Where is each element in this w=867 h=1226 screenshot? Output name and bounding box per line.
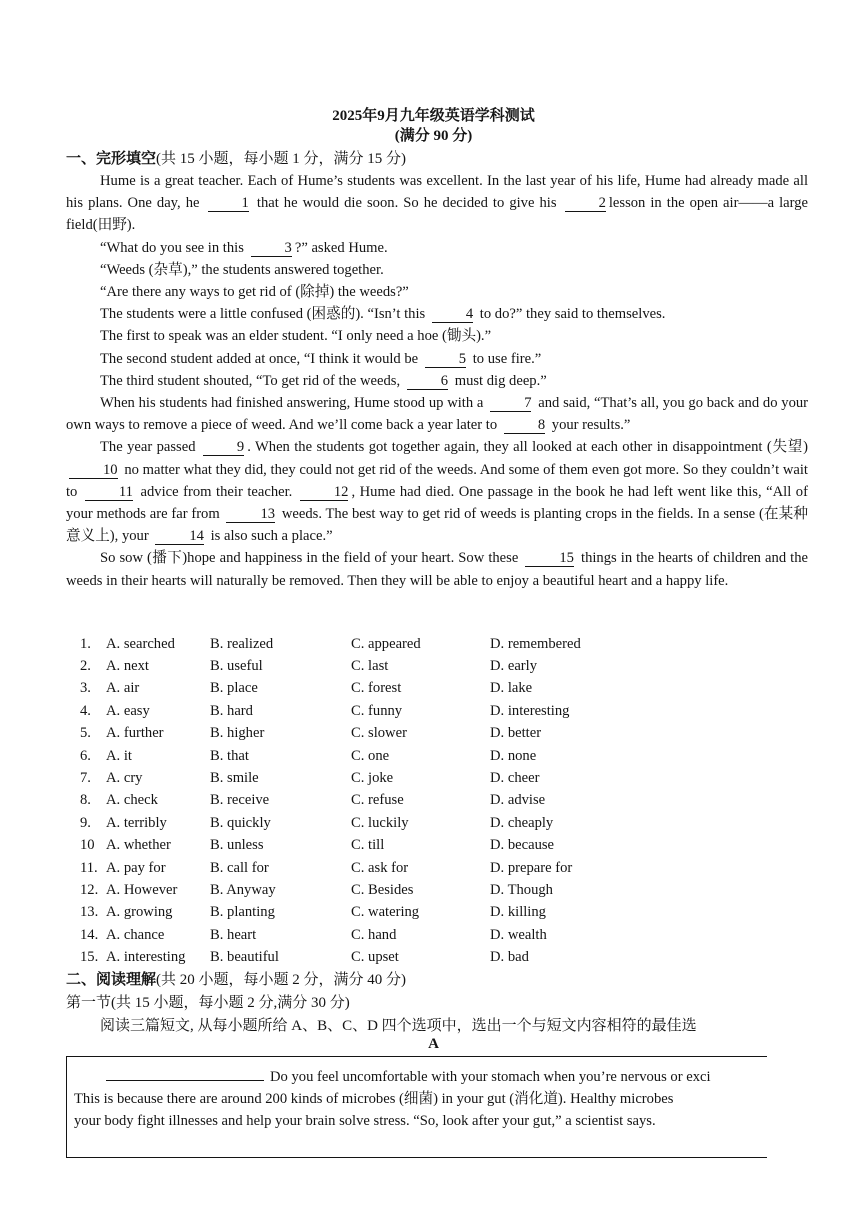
option-row — [80, 723, 700, 745]
passage-paragraph — [66, 303, 808, 325]
blank-6: 6 — [407, 373, 448, 390]
option-b: B. place — [210, 680, 258, 697]
passage-paragraph — [66, 170, 808, 237]
blank-7: 7 — [490, 395, 531, 412]
question-number: 10 — [80, 837, 95, 854]
option-b: B. quickly — [210, 814, 271, 831]
passage-a-label: A — [428, 1036, 439, 1052]
option-b: B. unless — [210, 837, 264, 854]
section-2-note: (共 20 小题，每小题 2 分，满分 40 分) — [156, 972, 407, 988]
option-c: C. appeared — [351, 635, 421, 652]
option-a: A. searched — [106, 635, 175, 652]
section-1-note: (共 15 小题，每小题 1 分，满分 15 分) — [156, 151, 407, 167]
blank-15: 15 — [525, 550, 574, 567]
passage-paragraph — [66, 436, 808, 547]
option-a: A. easy — [106, 702, 150, 719]
exam-title: 2025年9月九年级英语学科测试 — [332, 108, 535, 124]
option-d: D. advise — [490, 792, 546, 809]
option-b: B. planting — [210, 904, 275, 921]
option-a: A. However — [106, 881, 178, 898]
option-d: D. bad — [490, 949, 529, 966]
option-row — [80, 790, 700, 812]
passage-text: is also such a place.” — [210, 528, 333, 545]
cloze-passage — [66, 170, 808, 592]
option-row — [80, 857, 700, 879]
option-b: B. receive — [210, 792, 270, 809]
option-row — [80, 902, 700, 924]
question-number: 2. — [80, 658, 91, 675]
answer-blank-line — [106, 1066, 264, 1081]
passage-a-text — [74, 1066, 769, 1133]
passage-paragraph — [66, 547, 808, 591]
option-b: B. call for — [210, 859, 269, 876]
question-number: 3. — [80, 680, 91, 697]
question-number: 14. — [80, 926, 99, 943]
option-a: A. next — [106, 658, 149, 675]
blank-3: 3 — [251, 240, 292, 257]
passage-text: . When the students got together again, they all looked at each other in disappointment (失望) — [247, 439, 808, 456]
passage-paragraph: “Weeds (杂草),” the students answered together. — [100, 261, 384, 278]
option-d: D. killing — [490, 904, 546, 921]
blank-4: 4 — [432, 306, 473, 323]
passage-paragraph — [66, 237, 808, 259]
option-d: D. remembered — [490, 635, 581, 652]
option-b: B. hard — [210, 702, 253, 719]
option-c: C. funny — [351, 702, 403, 719]
option-d: D. early — [490, 658, 538, 675]
option-b: B. Anyway — [210, 881, 276, 898]
option-row — [80, 700, 700, 722]
option-row — [80, 767, 700, 789]
question-number: 13. — [80, 904, 99, 921]
option-a: A. pay for — [106, 859, 166, 876]
option-row — [80, 633, 700, 655]
option-d: D. none — [490, 747, 537, 764]
option-b: B. heart — [210, 926, 257, 943]
passage-paragraph: The first to speak was an elder student. “I only need a hoe (锄头).” — [100, 328, 492, 345]
option-a: A. chance — [106, 926, 165, 943]
passage-text: your results.” — [551, 417, 631, 434]
option-c: C. till — [351, 837, 385, 854]
passage-text: advice from their teacher. — [140, 483, 293, 500]
question-number: 12. — [80, 881, 99, 898]
passage-text: and said, “That’s all, you go back and do your own ways to remove a piece of weed. And we’ll come back a year later to — [66, 395, 809, 434]
option-c: C. slower — [351, 725, 407, 742]
blank-5: 5 — [425, 351, 466, 368]
option-a: A. check — [106, 792, 158, 809]
question-number: 4. — [80, 702, 91, 719]
blank-1: 1 — [208, 195, 249, 212]
passage-a-line: your body fight illnesses and help your brain solve stress. “So, look after your gut,” a scientist says. — [74, 1113, 656, 1130]
option-d: D. wealth — [490, 926, 547, 943]
option-d: D. lake — [490, 680, 533, 697]
question-number: 9. — [80, 814, 91, 831]
passage-text: lesson in the open air——a large field(田野). — [66, 195, 809, 234]
passage-text: The second student added at once, “I think it would be — [100, 350, 419, 367]
option-c: C. refuse — [351, 792, 404, 809]
option-row — [80, 924, 700, 946]
passage-text: The third student shouted, “To get rid of the weeds, — [100, 372, 401, 389]
option-b: B. higher — [210, 725, 265, 742]
option-c: C. ask for — [351, 859, 409, 876]
passage-text: weeds. The best way to get rid of weeds is planting crops in the fields. In a sense (在某种意义上), your — [66, 506, 808, 545]
section-2-title: 二、阅读理解 — [66, 972, 157, 988]
option-c: C. luckily — [351, 814, 409, 831]
option-c: C. hand — [351, 926, 397, 943]
blank-8: 8 — [504, 417, 545, 434]
passage-a-text-1: Do you feel uncomfortable with your stomach when you’re nervous or exci — [270, 1069, 711, 1085]
question-number: 1. — [80, 635, 91, 652]
option-b: B. that — [210, 747, 249, 764]
passage-text: The students were a little confused (困惑的). “Isn’t this — [100, 306, 426, 323]
passage-text: The year passed — [100, 439, 196, 456]
blank-2: 2 — [565, 195, 606, 212]
exam-subtitle: (满分 90 分) — [394, 128, 473, 144]
passage-text: When his students had finished answering, Hume stood up with a — [100, 395, 484, 412]
option-d: D. because — [490, 837, 555, 854]
section-1-title: 一、完形填空 — [66, 151, 157, 167]
option-row — [80, 812, 700, 834]
passage-paragraph: “Are there any ways to get rid of (除掉) the weeds?” — [100, 284, 409, 301]
question-number: 11. — [80, 859, 98, 876]
blank-9: 9 — [203, 439, 244, 456]
option-a: A. interesting — [106, 949, 186, 966]
passage-paragraph — [66, 348, 808, 370]
question-number: 15. — [80, 949, 99, 966]
option-d: D. cheer — [490, 770, 540, 787]
blank-10: 10 — [69, 462, 118, 479]
option-c: C. joke — [351, 770, 394, 787]
option-row — [80, 745, 700, 767]
blank-12: 12 — [300, 484, 349, 501]
option-d: D. prepare for — [490, 859, 573, 876]
passage-text: to do?” they said to themselves. — [479, 306, 666, 323]
passage-text: to use fire.” — [472, 350, 542, 367]
option-b: B. beautiful — [210, 949, 279, 966]
option-c: C. one — [351, 747, 390, 764]
passage-text: , Hume had died. One passage in the book he had left went like this, “All of your methods are far from — [66, 483, 808, 523]
question-number: 6. — [80, 747, 91, 764]
question-number: 8. — [80, 792, 91, 809]
option-a: A. air — [106, 680, 140, 697]
option-row — [80, 946, 700, 968]
option-row — [80, 678, 700, 700]
section-1-heading — [66, 147, 406, 168]
option-b: B. useful — [210, 658, 263, 675]
blank-11: 11 — [85, 484, 133, 501]
passage-text: that he would die soon. So he decided to give his — [256, 195, 557, 212]
options-list — [80, 633, 700, 969]
question-number: 5. — [80, 725, 91, 742]
passage-text: So sow (播下)hope and happiness in the field of your heart. Sow these — [100, 550, 519, 567]
option-a: A. cry — [106, 770, 143, 787]
passage-text: ?” asked Hume. — [294, 239, 388, 256]
option-c: C. forest — [351, 680, 402, 697]
passage-text: “What do you see in this — [100, 239, 244, 256]
question-number: 7. — [80, 770, 91, 787]
option-c: C. upset — [351, 949, 399, 966]
option-row — [80, 655, 700, 677]
option-a: A. terribly — [106, 814, 167, 831]
option-d: D. cheaply — [490, 814, 554, 831]
passage-text: Hume is a great teacher. Each of Hume’s students was excellent. In the last year of his life, Hume had already made all his plans. One day, he — [66, 173, 808, 212]
passage-paragraph — [66, 370, 808, 392]
option-b: B. realized — [210, 635, 274, 652]
passage-paragraph — [66, 392, 808, 436]
passage-text: no matter what they did, they could not get rid of the weeds. And some of them even got more. So they couldn’t wait to — [66, 461, 808, 500]
option-a: A. it — [106, 747, 132, 764]
section-2-heading — [66, 968, 406, 989]
reading-instructions: 阅读三篇短文, 从每小题所给 A、B、C、D 四个选项中，选出一个与短文内容相符的最佳选 — [100, 1018, 697, 1034]
option-row — [80, 879, 700, 901]
option-d: D. Though — [490, 881, 553, 898]
passage-a-line — [74, 1066, 769, 1088]
option-a: A. further — [106, 725, 164, 742]
blank-14: 14 — [155, 528, 204, 545]
option-row — [80, 835, 700, 857]
passage-text: must dig deep.” — [454, 372, 547, 389]
passage-a-line: This is because there are around 200 kinds of microbes (细菌) in your gut (消化道). Healthy microbes — [74, 1091, 674, 1108]
option-d: D. better — [490, 725, 542, 742]
passage-text: things in the hearts of children and the weeds in their hearts will naturally be removed. Then they will be able to enjoy a beautiful heart and a happy life. — [66, 550, 808, 589]
option-b: B. smile — [210, 770, 259, 787]
option-d: D. interesting — [490, 702, 570, 719]
option-c: C. Besides — [351, 881, 414, 898]
option-c: C. watering — [351, 904, 420, 921]
option-a: A. whether — [106, 837, 171, 854]
blank-13: 13 — [226, 506, 275, 523]
option-a: A. growing — [106, 904, 173, 921]
option-c: C. last — [351, 658, 389, 675]
subsection-1-heading: 第一节(共 15 小题，每小题 2 分,满分 30 分) — [66, 995, 350, 1011]
